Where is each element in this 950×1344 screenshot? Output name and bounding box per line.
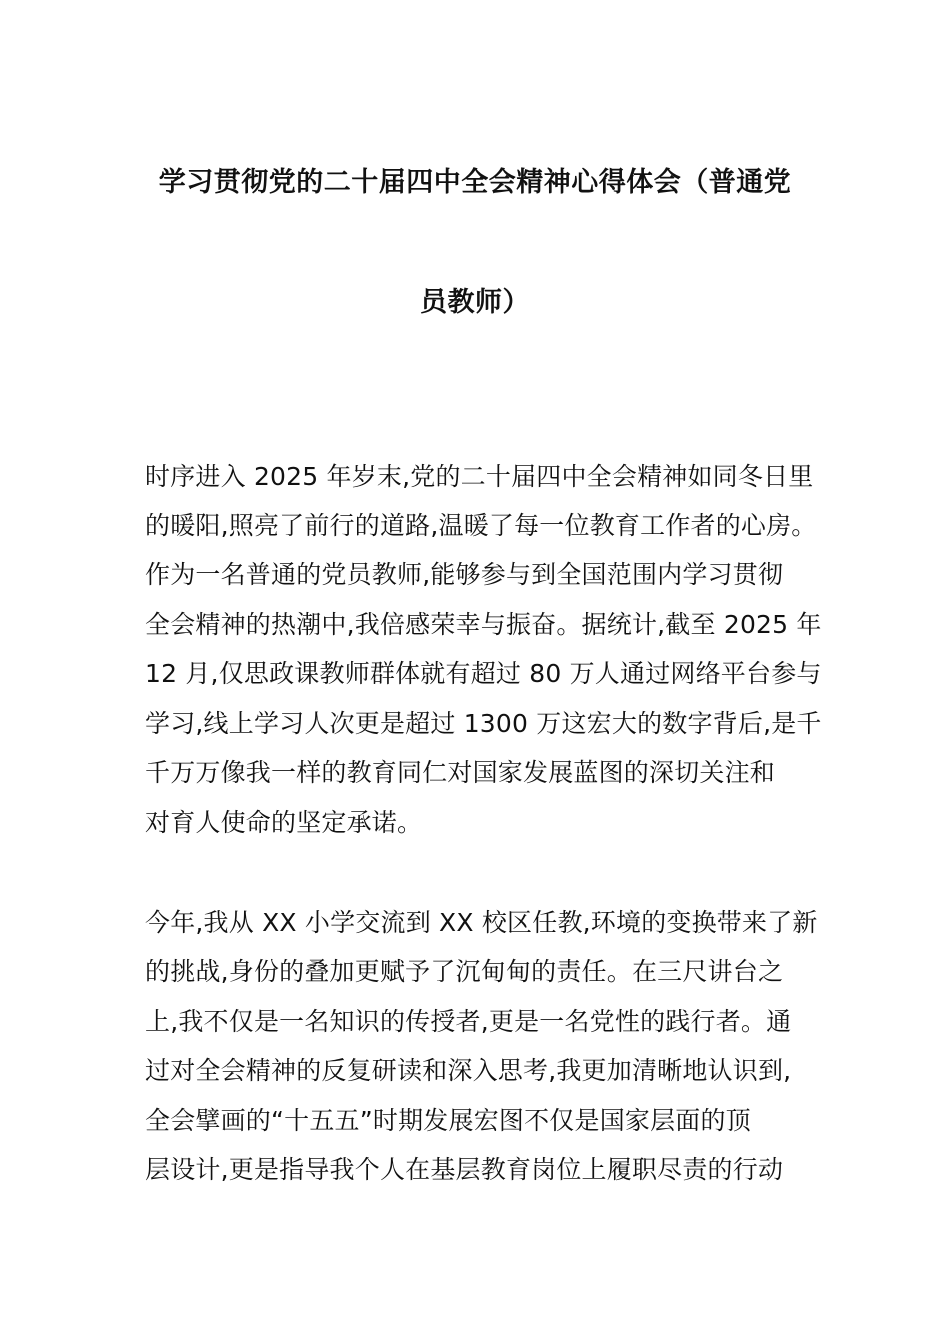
paragraph-line: 全会精神的热潮中,我倍感荣幸与振奋。据统计,截至 2025 年: [145, 610, 822, 639]
paragraph-line: 12 月,仅思政课教师群体就有超过 80 万人通过网络平台参与: [145, 659, 822, 688]
paragraph-line: 对育人使命的坚定承诺。: [145, 808, 423, 837]
paragraph-line: 层设计,更是指导我个人在基层教育岗位上履职尽责的行动: [145, 1155, 784, 1184]
paragraph-line: 过对全会精神的反复研读和深入思考,我更加清晰地认识到,: [145, 1056, 792, 1085]
paragraph-line: 全会擘画的“十五五”时期发展宏图不仅是国家层面的顶: [145, 1106, 751, 1135]
paragraph-line: 学习,线上学习人次更是超过 1300 万这宏大的数字背后,是千: [145, 709, 822, 738]
paragraph-line: 的暖阳,照亮了前行的道路,温暖了每一位教育工作者的心房。: [145, 511, 817, 540]
document-title-line-1: 学习贯彻党的二十届四中全会精神心得体会（普通党: [158, 167, 792, 198]
paragraph-line: 时序进入 2025 年岁末,党的二十届四中全会精神如同冬日里: [145, 462, 814, 491]
paragraph-line: 的挑战,身份的叠加更赋予了沉甸甸的责任。在三尺讲台之: [145, 957, 784, 986]
document-title-line-2: 员教师）: [420, 287, 530, 318]
paragraph-line: 上,我不仅是一名知识的传授者,更是一名党性的践行者。通: [145, 1007, 792, 1036]
paragraph-line: 千万万像我一样的教育同仁对国家发展蓝图的深切关注和: [145, 758, 776, 787]
paragraph-line: 今年,我从 XX 小学交流到 XX 校区任教,环境的变换带来了新: [145, 908, 818, 937]
paragraph-line: 作为一名普通的党员教师,能够参与到全国范围内学习贯彻: [145, 560, 784, 589]
